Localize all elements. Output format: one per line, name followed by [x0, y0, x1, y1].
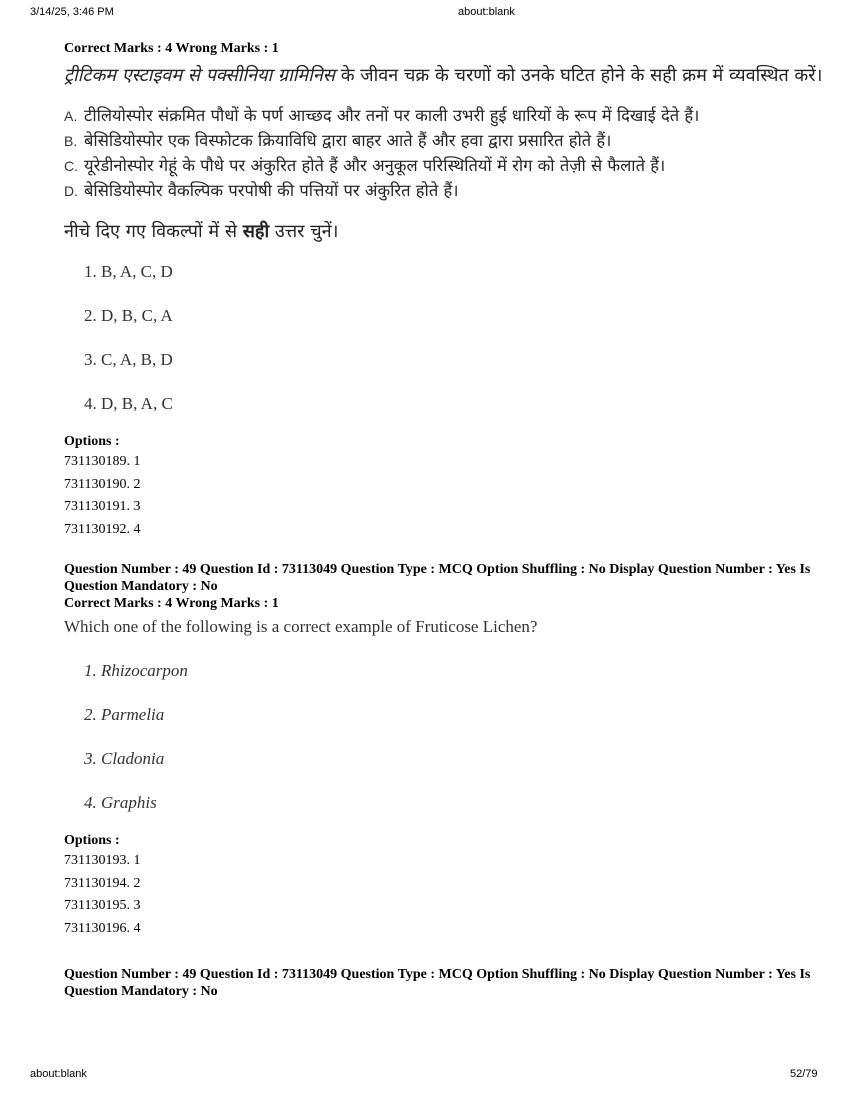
statement-text: यूरेडीनोस्पोर गेहूं के पौधे पर अंकुरित होते हैं और अनुकूल परिस्थितियों में रोग को तेज़ी से फैलाते हैं। — [84, 156, 666, 175]
q48-question — [64, 61, 824, 91]
statement-d — [64, 178, 824, 203]
statement-text: टीलियोस्पोर संक्रमित पौधों के पर्ण आच्छद और तनों पर काली उभरी हुई धारियों के रूप में दिखाई देते हैं। — [84, 106, 700, 125]
q48-choice-4: 4. D, B, A, C — [84, 394, 173, 413]
footer-url: about:blank — [30, 1068, 87, 1080]
q49-marks: Correct Marks : 4 Wrong Marks : 1 — [64, 596, 279, 611]
header-title: about:blank — [458, 6, 515, 18]
statement-label: D. — [64, 183, 78, 199]
statement-text: बेसिडियोस्पोर वैकल्पिक परपोषी की पत्तियों पर अंकुरित होते हैं। — [84, 181, 459, 200]
statement-a — [64, 103, 824, 128]
q49-meta: Question Number : 49 Question Id : 73113049 Question Type : MCQ Option Shuffling : No Display Question Number : Yes Is Question Mandatory : No — [64, 562, 811, 594]
q48-option-id: 731130192. 4 — [64, 521, 141, 537]
q48-choices — [64, 255, 824, 431]
statement-c — [64, 153, 824, 178]
statement-label: B. — [64, 133, 78, 149]
q49-choice-4: 4. Graphis — [84, 793, 157, 812]
q49-choice-3: 3. Cladonia — [84, 749, 165, 768]
statement-label: A. — [64, 108, 78, 124]
q49-choices — [64, 654, 824, 830]
q49-option-id: 731130196. 4 — [64, 920, 141, 936]
q48-choice-3: 3. C, A, B, D — [84, 350, 173, 369]
q49-choice-2: 2. Parmelia — [84, 705, 165, 724]
q49-option-id: 731130193. 1 — [64, 853, 141, 868]
q48-instruction — [64, 219, 824, 245]
q49-option-id: 731130195. 3 — [64, 898, 141, 913]
statement-b — [64, 128, 824, 153]
statement-text: बेसिडियोस्पोर एक विस्फोटक क्रियाविधि द्वारा बाहर आते हैं और हवा द्वारा प्रसारित होते हैं। — [84, 131, 612, 150]
q48-option-id: 731130189. 1 — [64, 454, 141, 469]
q49-option-id: 731130194. 2 — [64, 875, 141, 891]
q48-statements — [64, 103, 824, 203]
instruction-bold: सही — [242, 221, 270, 242]
q49-choice-1: 1. Rhizocarpon — [84, 661, 188, 680]
header-datetime: 3/14/25, 3:46 PM — [30, 6, 114, 18]
q48-option-id: 731130191. 3 — [64, 499, 141, 514]
instruction-after: उत्तर चुनें। — [269, 221, 339, 242]
q48-choice-1: 1. B, A, C, D — [84, 262, 173, 281]
q49-options-label: Options : — [64, 833, 120, 848]
footer-page: 52/79 — [790, 1068, 818, 1080]
q48-marks: Correct Marks : 4 Wrong Marks : 1 — [64, 41, 279, 56]
q48-options-label: Options : — [64, 434, 120, 449]
q48-choice-2: 2. D, B, C, A — [84, 306, 173, 325]
statement-label: C. — [64, 158, 78, 174]
q49-question: Which one of the following is a correct example of Fruticose Lichen? — [64, 617, 538, 636]
instruction-before: नीचे दिए गए विकल्पों में से — [64, 221, 243, 242]
q48-option-id: 731130190. 2 — [64, 476, 141, 492]
q49-repeat-meta: Question Number : 49 Question Id : 73113049 Question Type : MCQ Option Shuffling : No Display Question Number : Yes Is Question Mandatory : No — [64, 967, 811, 999]
q48-question-rest: के जीवन चक्र के चरणों को उनके घटित होने के सही क्रम में व्यवस्थित करें। — [334, 65, 823, 86]
page-content — [64, 40, 824, 1000]
q48-question-italic: ट्रीटिकम एस्टाइवम से पक्सीनिया ग्रामिनिस — [64, 65, 335, 86]
